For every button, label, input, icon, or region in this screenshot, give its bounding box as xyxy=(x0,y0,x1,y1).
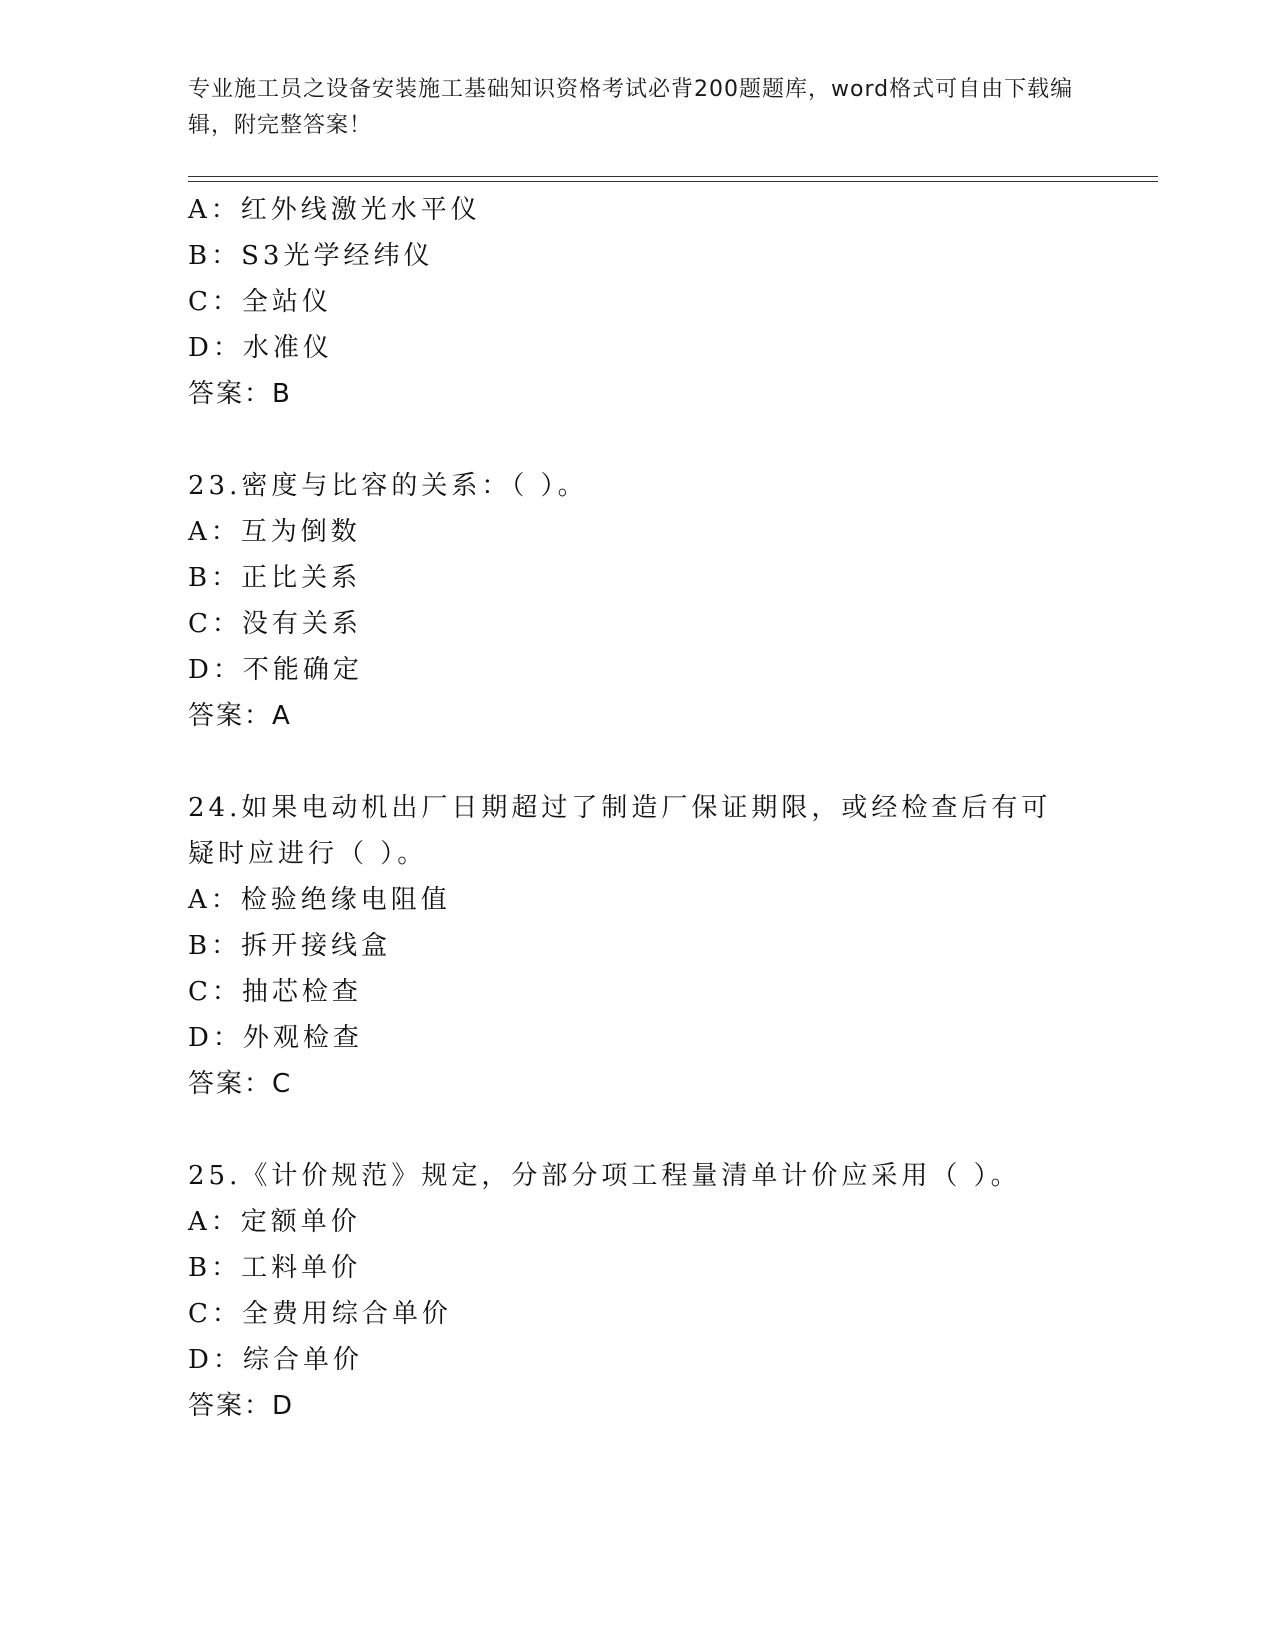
question-text: 23.密度与比容的关系：（ ）。 xyxy=(188,471,588,501)
question-fragment-22 xyxy=(188,187,1088,417)
option-b: B：工料单价 xyxy=(188,1253,362,1283)
option-a: A：红外线激光水平仪 xyxy=(188,195,481,225)
option-c: C：全费用综合单价 xyxy=(188,1299,452,1329)
spacer xyxy=(188,417,1088,463)
answer-label: 答案： xyxy=(188,1391,273,1421)
option-d: D：综合单价 xyxy=(188,1345,363,1375)
answer-value: B xyxy=(272,379,292,409)
answer-label: 答案： xyxy=(188,701,273,731)
document-body xyxy=(188,187,1088,1429)
option-a: A：互为倒数 xyxy=(188,517,361,547)
answer-value: D xyxy=(272,1391,295,1421)
header-rule-bottom xyxy=(188,181,1158,182)
question-text: 24.如果电动机出厂日期超过了制造厂保证期限，或经检查后有可疑时应进行（ ）。 xyxy=(188,793,1052,869)
option-d: D：水准仪 xyxy=(188,333,333,363)
option-c: C：没有关系 xyxy=(188,609,362,639)
option-d: D：不能确定 xyxy=(188,655,363,685)
question-23 xyxy=(188,463,1088,739)
question-text: 25.《计价规范》规定，分部分项工程量清单计价应采用（ ）。 xyxy=(188,1161,1021,1191)
answer-line xyxy=(188,1061,1088,1107)
answer-value: C xyxy=(272,1069,293,1099)
answer-line xyxy=(188,371,1088,417)
option-d: D：外观检查 xyxy=(188,1023,363,1053)
answer-label: 答案： xyxy=(188,1069,273,1099)
answer-value: A xyxy=(272,701,292,731)
answer-line xyxy=(188,693,1088,739)
spacer xyxy=(188,1107,1088,1153)
spacer xyxy=(188,739,1088,785)
option-c: C：抽芯检查 xyxy=(188,977,362,1007)
option-b: B：S3光学经纬仪 xyxy=(188,241,434,271)
option-b: B：拆开接线盒 xyxy=(188,931,392,961)
answer-line xyxy=(188,1383,1088,1429)
option-a: A：检验绝缘电阻值 xyxy=(188,885,451,915)
option-c: C：全站仪 xyxy=(188,287,332,317)
document-header-title: 专业施工员之设备安装施工基础知识资格考试必背200题题库，word格式可自由下载编辑，附完整答案！ xyxy=(188,77,1074,138)
header-rule-top xyxy=(188,176,1158,177)
answer-label: 答案： xyxy=(188,379,273,409)
question-25 xyxy=(188,1153,1088,1429)
option-a: A：定额单价 xyxy=(188,1207,361,1237)
question-24 xyxy=(188,785,1088,1107)
option-b: B：正比关系 xyxy=(188,563,362,593)
